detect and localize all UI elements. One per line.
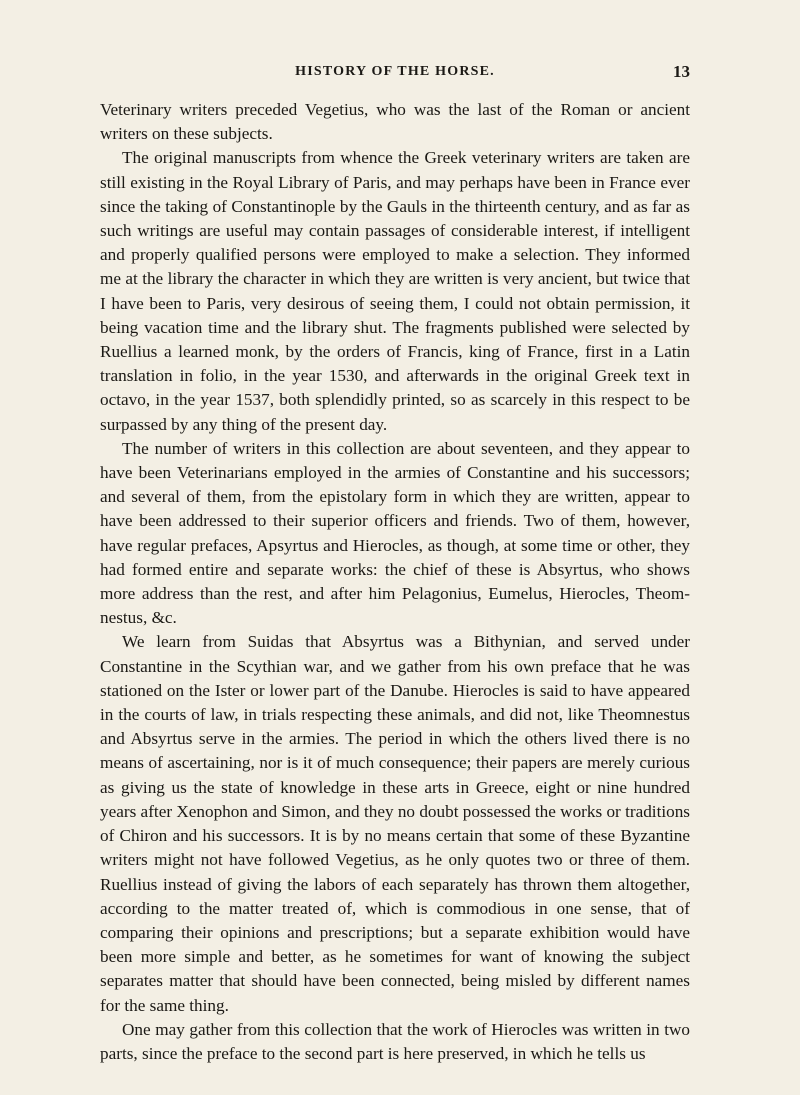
body-text [100,98,690,1066]
paragraph: One may gather from this collection that the work of Hierocles was written in two parts, since the preface to the second part is here preserved, in which he tells us [100,1019,690,1063]
running-title: HISTORY OF THE HORSE. [295,64,495,79]
paragraph: The original manuscripts from whence the Greek veterinary writers are taken are still existing in the Royal Library of Paris, and may perhaps have been in France ever since the taking of Constantinople by the Gauls in the thirteenth century, and as far as such writings are useful may contain passages of considerable interest, if intelligent and properly qualified persons were employed to make a selection. They informed me at the library the character in which they are written is very ancient, but twice that I have been to Paris, very desirous of seeing them, I could not obtain permission, it being vacation time and the library shut. The fragments published were selected by Ruellius a learned monk, by the orders of Francis, king of France, first in a Latin translation in folio, in the year 1530, and afterwards in the original Greek text in octavo, in the year 1537, both splendidly printed, so as scarcely in this respect to be surpassed by any thing of the present day. [100,148,690,434]
page-number: 13 [673,62,690,81]
paragraph: Veterinary writers preceded Vegetius, who was the last of the Roman or ancient writers on these subjects. [100,100,690,144]
running-head [100,64,690,86]
paragraph: The number of writers in this collection are about seventeen, and they appear to have been Veterinarians employed in the armies of Constantine and his successors; and several of them, from the epistolary form in which they are written, appear to have been addressed to their superior officers and friends. Two of them, however, have regular prefaces, Apsyrtus and Hierocles, as though, at some time or other, they had formed entire and separate works: the chief of these is Absyrtus, who shows more address than the rest, and after him Pelagonius, Eumelus, Hierocles, Theomnestus, &c. [100,438,690,628]
paragraph: We learn from Suidas that Absyrtus was a Bithynian, and served under Constantine in the Scythian war, and we gather from his own preface that he was stationed on the Ister or lower part of the Danube. Hierocles is said to have appeared in the courts of law, in trials respecting these animals, and did not, like Theomnestus and Absyrtus serve in the armies. The period in which the others lived there is no means of ascertaining, nor is it of much consequence; their papers are merely curious as giving us the state of knowledge in these arts in Greece, eight or nine hundred years after Xenophon and Simon, and they no doubt possessed the works or traditions of Chiron and his successors. It is by no means certain that some of these Byzantine writers might not have followed Vegetius, as he only quotes two or three of them. Ruellius instead of giving the labors of each separately has thrown them altogether, according to the matter treated of, which is commodious in one sense, that of comparing their opinions and prescriptions; but a separate exhibition would have been more simple and better, as he sometimes for want of knowing the subject separates matter that should have been connected, being misled by different names for the same thing. [100,632,690,1015]
